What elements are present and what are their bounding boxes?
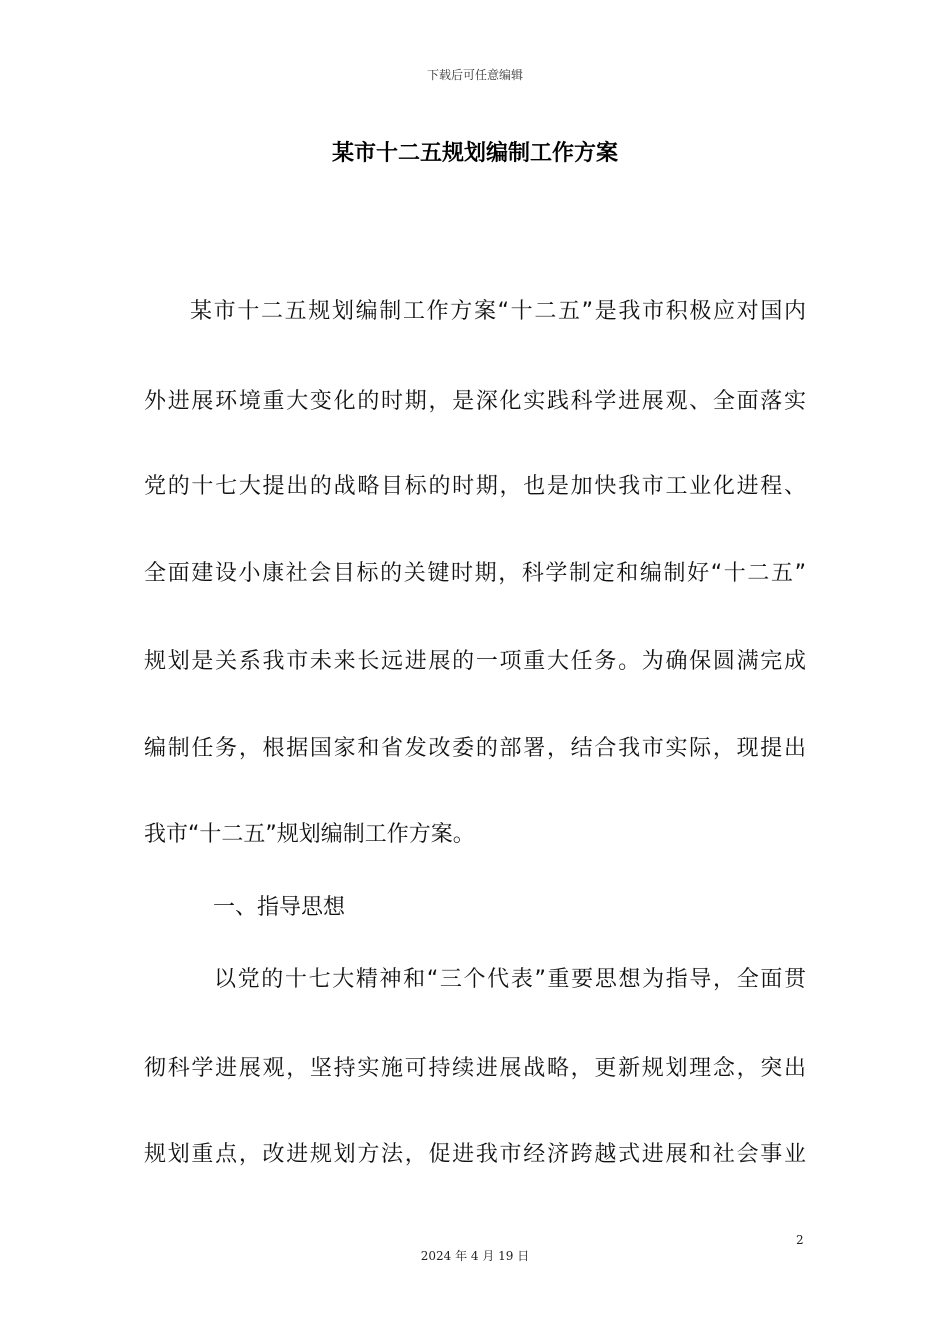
- paragraph-line: 编制任务，根据国家和省发改委的部署，结合我市实际，现提出: [144, 736, 806, 761]
- paragraph-line: 彻科学进展观，坚持实施可持续进展战略，更新规划理念，突出: [144, 1056, 806, 1081]
- document-title: 某市十二五规划编制工作方案: [331, 141, 618, 166]
- paragraph-line: 某市十二五规划编制工作方案“十二五”是我市积极应对国内: [190, 299, 806, 324]
- paragraph-line: 我市“十二五”规划编制工作方案。: [144, 822, 475, 847]
- section-heading: 一、指导思想: [213, 895, 346, 920]
- paragraph-line: 党的十七大提出的战略目标的时期，也是加快我市工业化进程、: [144, 474, 806, 499]
- paragraph-line: 以党的十七大精神和“三个代表”重要思想为指导，全面贯: [214, 967, 806, 992]
- paragraph-line: 全面建设小康社会目标的关键时期，科学制定和编制好“十二五”: [144, 561, 806, 586]
- footer-date: 2024 年 4 月 19 日: [420, 1249, 530, 1263]
- paragraph-line: 外进展环境重大变化的时期，是深化实践科学进展观、全面落实: [144, 389, 806, 414]
- paragraph-line: 规划重点，改进规划方法，促进我市经济跨越式进展和社会事业: [144, 1142, 806, 1167]
- header-note: 下载后可任意编辑: [426, 68, 523, 82]
- page-number: 2: [796, 1233, 804, 1247]
- paragraph-line: 规划是关系我市未来长远进展的一项重大任务。为确保圆满完成: [144, 649, 806, 674]
